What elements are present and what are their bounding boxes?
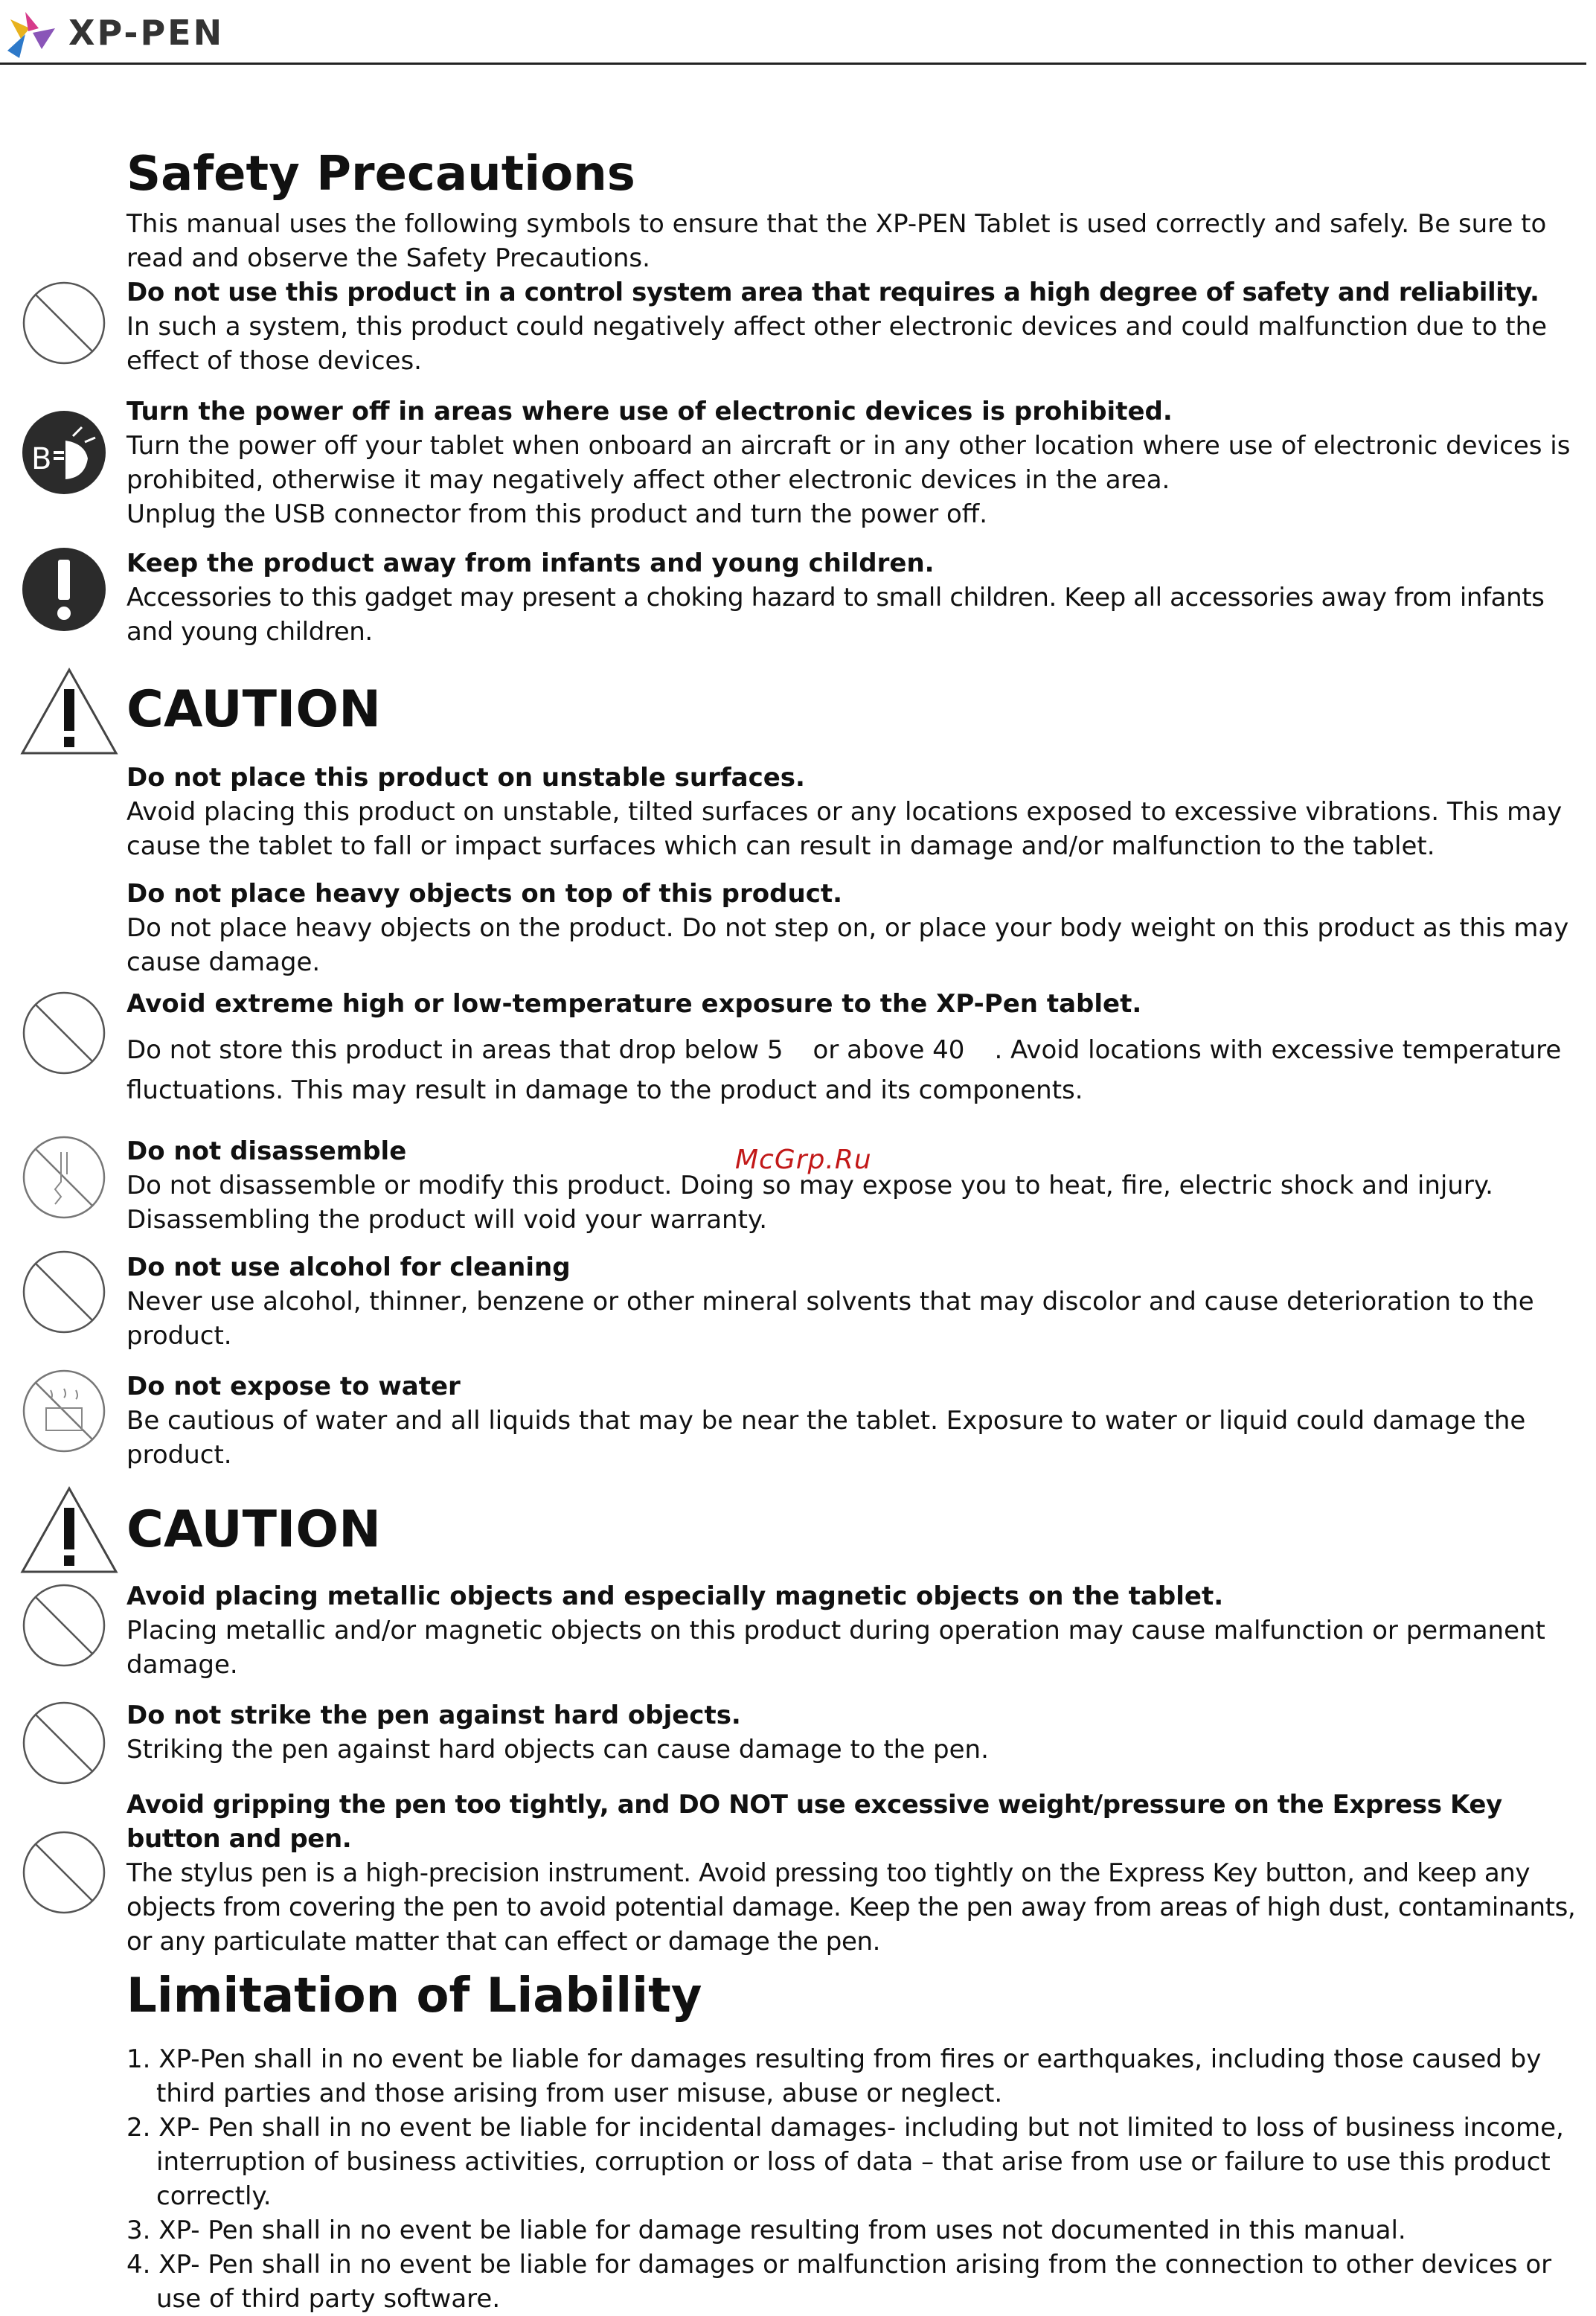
caution-item-heading: Avoid extreme high or low-temperature exposure to the XP-Pen tablet. <box>126 989 1142 1019</box>
liability-list <box>126 2042 1585 2316</box>
no-disassemble-icon <box>21 1134 107 1221</box>
caution-item-body: Never use alcohol, thinner, benzene or other mineral solvents that may discolor and cause deterioration to the product. <box>126 1287 1534 1351</box>
section-title-caution: CAUTION <box>126 680 382 739</box>
prohibition-icon <box>21 280 107 366</box>
exclamation-icon <box>21 546 107 633</box>
list-item: 3. XP- Pen shall in no event be liable for damage resulting from uses not documented in this manual. <box>126 2216 1406 2245</box>
prohibition-icon <box>21 1582 107 1669</box>
unplug-icon <box>21 409 107 496</box>
caution-item-body: Be cautious of water and all liquids that may be near the tablet. Exposure to water or liquid could damage the product. <box>126 1406 1526 1470</box>
section-title-liability: Limitation of Liability <box>126 1968 702 2024</box>
caution-triangle-icon <box>19 667 119 756</box>
caution-item-body <box>126 1030 1585 1110</box>
caution-item-heading: Do not place this product on unstable surfaces. <box>126 763 805 793</box>
xp-pen-logo-icon <box>3 6 63 60</box>
brand-name: XP-PEN <box>68 13 225 53</box>
caution-item-body: The stylus pen is a high-precision instrument. Avoid pressing too tightly on the Express Key button, and keep any objects from covering the pen to avoid potential damage. Keep the pen away from areas of high dust, contaminants, or any particulate matter that can effect or damage the pen. <box>126 1858 1576 1957</box>
watermark: McGrp.Ru <box>735 1145 872 1175</box>
caution-triangle-icon <box>19 1485 119 1575</box>
prohibition-icon <box>21 1700 107 1786</box>
prohibition-icon <box>21 1829 107 1916</box>
temp-text-a: Do not store this product in areas that drop below 5 <box>126 1035 783 1065</box>
safety-item-heading: Do not use this product in a control system area that requires a high degree of safety and reliability. <box>126 278 1539 307</box>
section-title-caution: CAUTION <box>126 1500 382 1559</box>
safety-item-body: Accessories to this gadget may present a choking hazard to small children. Keep all accessories away from infants and young children. <box>126 583 1545 647</box>
list-item: 1. XP-Pen shall in no event be liable for damages resulting from fires or earthquakes, including those caused by third parties and those arising from user misuse, abuse or neglect. <box>126 2044 1542 2108</box>
safety-item-body-extra: Unplug the USB connector from this product and turn the power off. <box>126 499 988 529</box>
caution-item-heading: Avoid gripping the pen too tightly, and DO NOT use excessive weight/pressure on the Express Key button and pen. <box>126 1790 1502 1854</box>
header-divider <box>0 63 1586 65</box>
caution-item-heading: Do not place heavy objects on top of this product. <box>126 879 843 909</box>
prohibition-icon <box>21 990 107 1076</box>
caution-item-body: Striking the pen against hard objects can cause damage to the pen. <box>126 1735 989 1765</box>
caution-item-heading: Do not expose to water <box>126 1372 461 1401</box>
list-item: 4. XP- Pen shall in no event be liable for damages or malfunction arising from the connection to other devices or use of third party software. <box>126 2250 1552 2314</box>
caution-item-body: Placing metallic and/or magnetic objects on this product during operation may cause malfunction or permanent damage. <box>126 1616 1545 1680</box>
caution-item-heading: Do not disassemble <box>126 1136 407 1166</box>
caution-item-body: Do not disassemble or modify this product. Doing so may expose you to heat, fire, electric shock and injury. Disassembling the product will void your warranty. <box>126 1171 1493 1235</box>
page-header <box>0 0 1596 67</box>
no-water-icon <box>21 1368 107 1454</box>
safety-item-heading: Keep the product away from infants and young children. <box>126 548 935 578</box>
caution-item-heading: Do not use alcohol for cleaning <box>126 1253 571 1282</box>
svg-text:B: B <box>31 442 52 476</box>
list-item: 2. XP- Pen shall in no event be liable for incidental damages- including but not limited to loss of business income, interruption of business activities, corruption or loss of data – that arise from use or failure to use this product correctly. <box>126 2113 1564 2211</box>
temp-text-b: or above 40 <box>813 1035 965 1065</box>
caution-item-body: Do not place heavy objects on the product. Do not step on, or place your body weight on this product as this may cause damage. <box>126 913 1569 977</box>
safety-item-body: In such a system, this product could negatively affect other electronic devices and could malfunction due to the effect of those devices. <box>126 312 1548 376</box>
safety-item-body: Turn the power off your tablet when onboard an aircraft or in any other location where use of electronic devices is prohibited, otherwise it may negatively affect other electronic devices in the area. <box>126 431 1571 495</box>
brand-logo <box>3 6 224 60</box>
safety-item-heading: Turn the power off in areas where use of electronic devices is prohibited. <box>126 397 1173 426</box>
temp-text-c: . Avoid locations with excessive temperature fluctuations. This may result in damage to the product and its components. <box>126 1035 1562 1105</box>
safety-intro: This manual uses the following symbols to ensure that the XP-PEN Tablet is used correctly and safely. Be sure to read and observe the Safety Precautions. <box>126 209 1547 273</box>
section-title-safety: Safety Precautions <box>126 147 635 202</box>
prohibition-icon <box>21 1249 107 1335</box>
caution-item-body: Avoid placing this product on unstable, tilted surfaces or any locations exposed to excessive vibrations. This may cause the tablet to fall or impact surfaces which can result in damage and/or malfunction to the tablet. <box>126 797 1563 861</box>
caution-item-heading: Do not strike the pen against hard objects. <box>126 1701 741 1730</box>
caution-item-heading: Avoid placing metallic objects and especially magnetic objects on the tablet. <box>126 1581 1224 1611</box>
